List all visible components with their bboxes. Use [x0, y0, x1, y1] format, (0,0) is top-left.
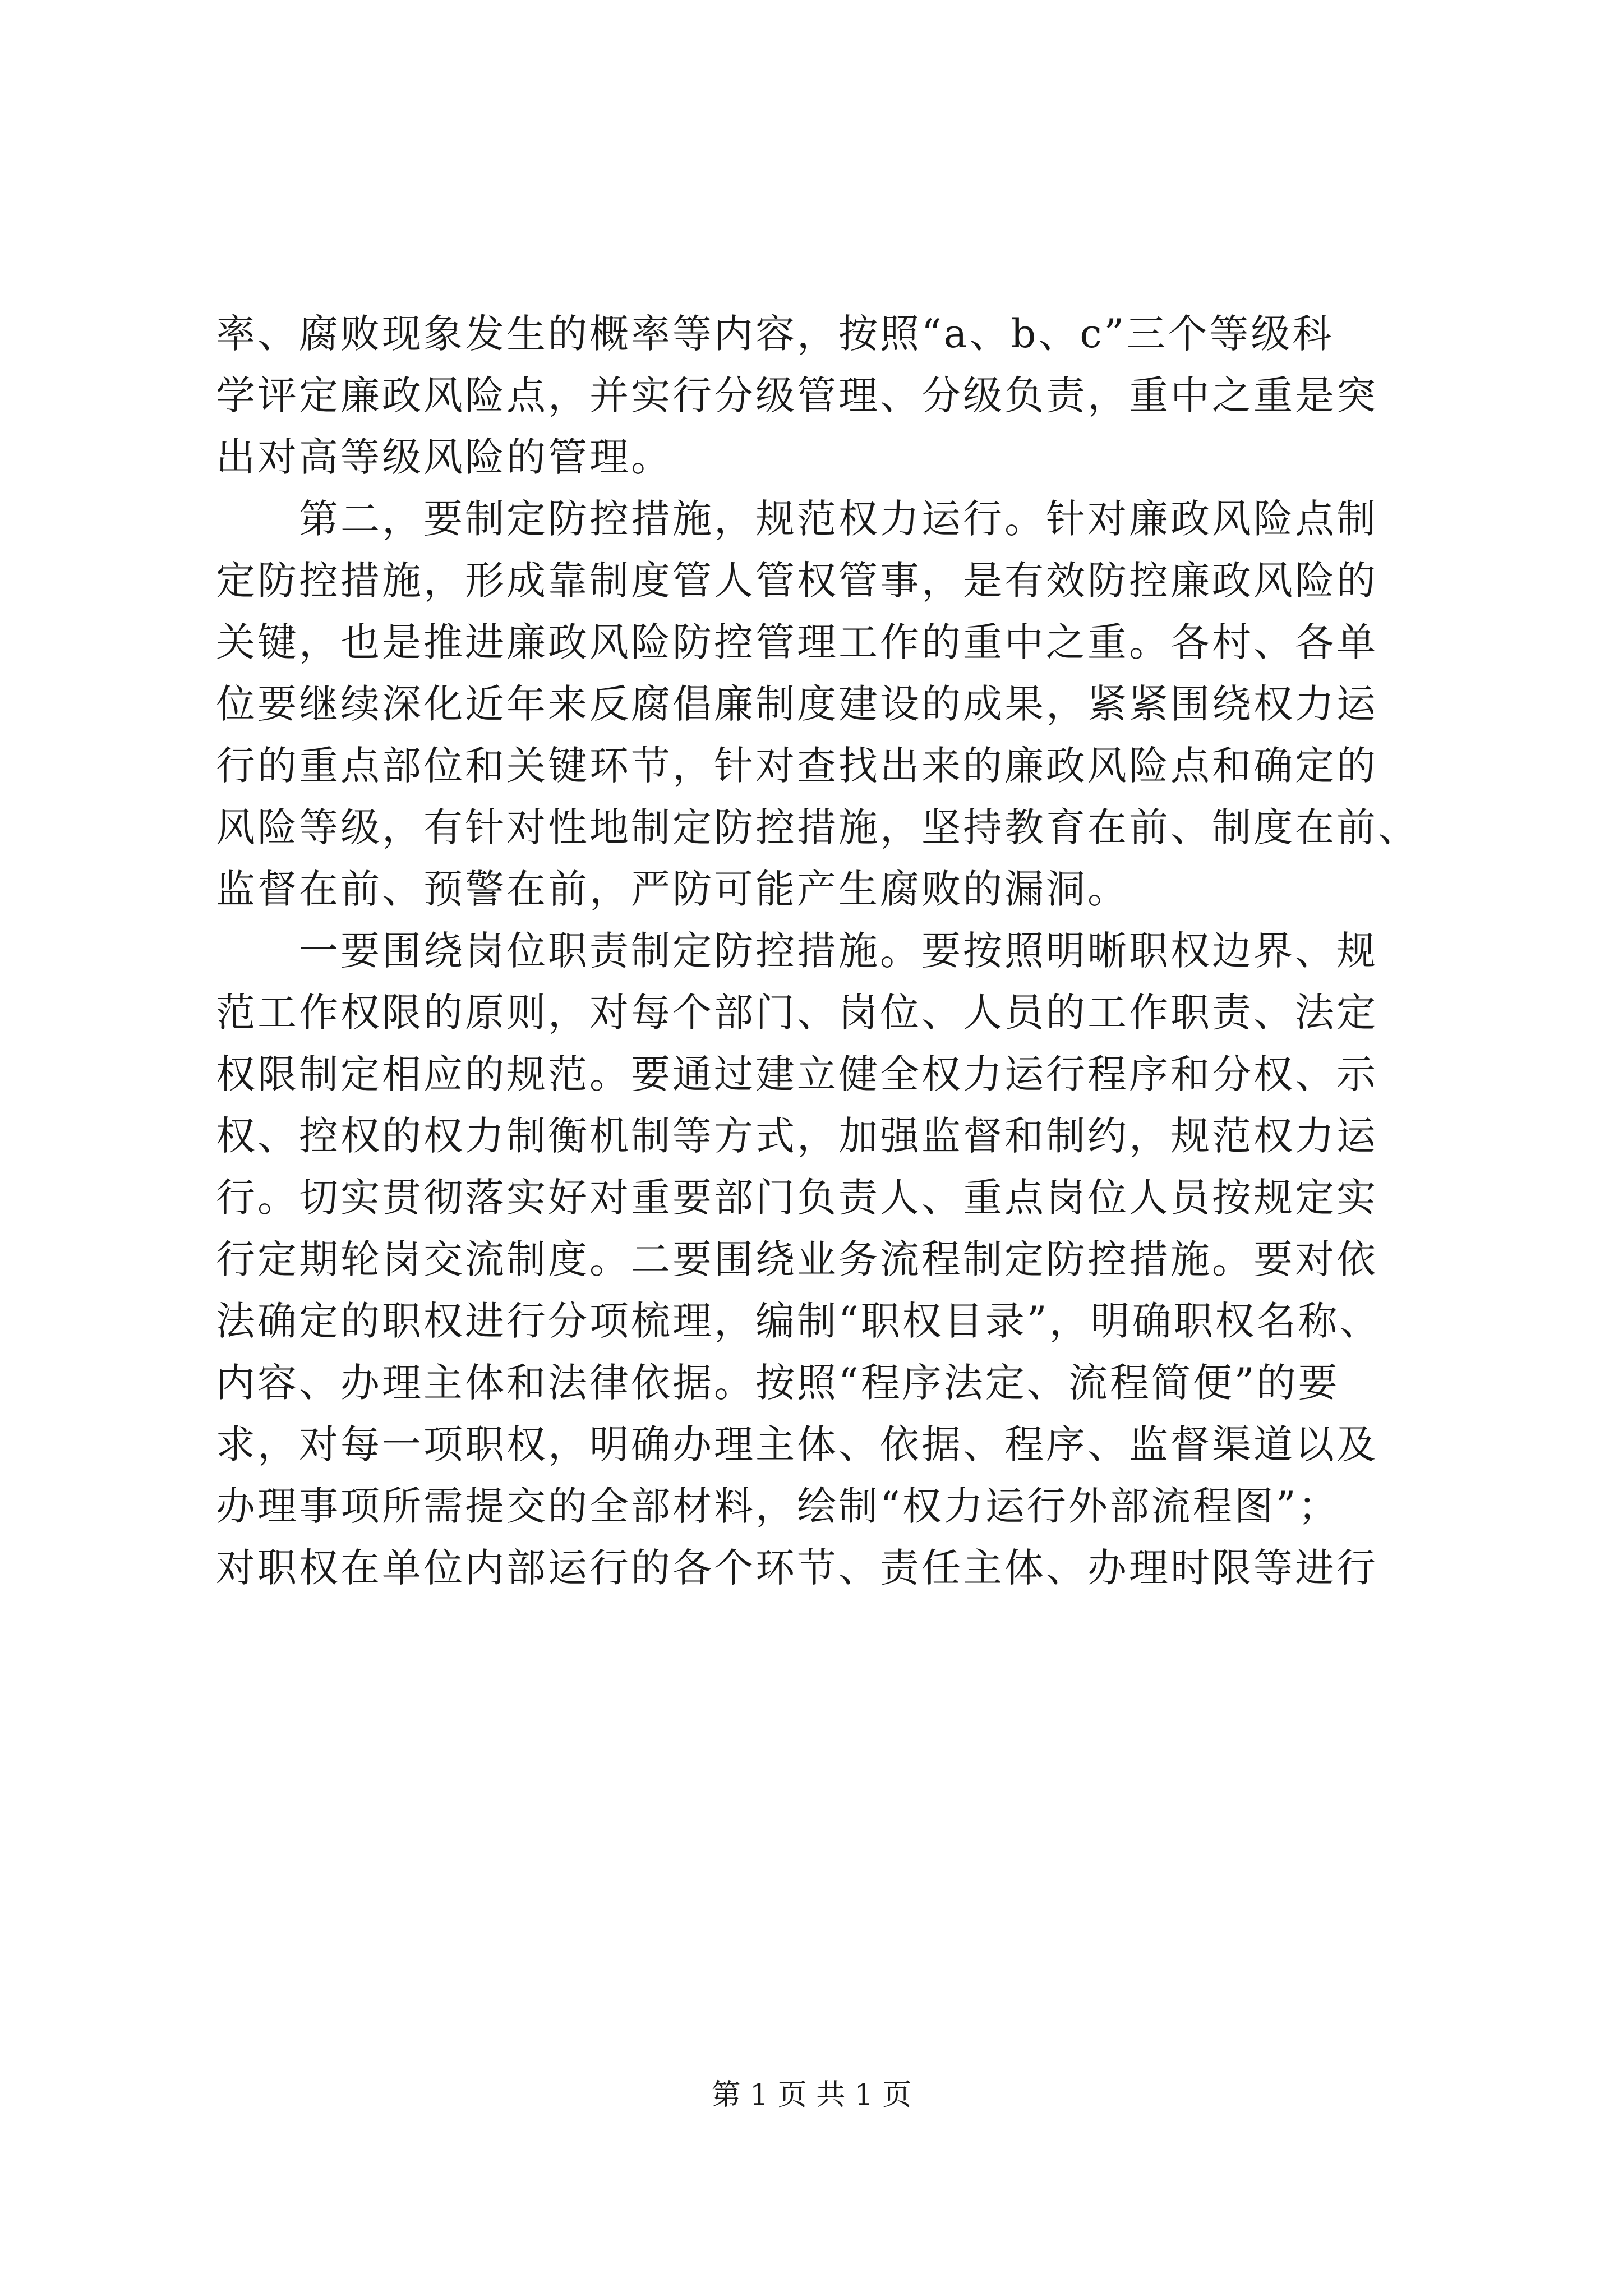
- text-line: 权限制定相应的规范。要通过建立健全权力运行程序和分权、示: [216, 1051, 1378, 1097]
- text-line: 第二，要制定防控措施，规范权力运行。针对廉政风险点制: [216, 496, 1378, 542]
- text-line: 内容、办理主体和法律依据。按照“程序法定、流程简便”的要: [216, 1360, 1340, 1406]
- text-line: 行定期轮岗交流制度。二要围绕业务流程制定防控措施。要对依: [216, 1236, 1378, 1282]
- text-line: 行。切实贯彻落实好对重要部门负责人、重点岗位人员按规定实: [216, 1175, 1378, 1221]
- text-line: 位要继续深化近年来反腐倡廉制度建设的成果，紧紧围绕权力运: [216, 681, 1378, 727]
- text-line: 一要围绕岗位职责制定防控措施。要按照明晰职权边界、规: [216, 928, 1378, 974]
- text-line: 监督在前、预警在前，严防可能产生腐败的漏洞。: [216, 866, 1129, 912]
- text-line: 风险等级，有针对性地制定防控措施，坚持教育在前、制度在前、: [216, 804, 1419, 850]
- text-line: 法确定的职权进行分项梳理，编制“职权目录”，明确职权名称、: [216, 1298, 1381, 1344]
- text-line: 权、控权的权力制衡机制等方式，加强监督和制约，规范权力运: [216, 1113, 1378, 1159]
- text-line: 办理事项所需提交的全部材料，绘制“权力运行外部流程图”；: [216, 1483, 1340, 1529]
- page-number-footer: 第 1 页 共 1 页: [711, 2078, 912, 2112]
- text-line: 范工作权限的原则，对每个部门、岗位、人员的工作职责、法定: [216, 990, 1378, 1036]
- text-line: 出对高等级风险的管理。: [216, 434, 672, 480]
- text-line: 关键，也是推进廉政风险防控管理工作的重中之重。各村、各单: [216, 619, 1378, 665]
- text-line: 定防控措施，形成靠制度管人管权管事，是有效防控廉政风险的: [216, 558, 1378, 604]
- text-line: 对职权在单位内部运行的各个环节、责任主体、办理时限等进行: [216, 1545, 1378, 1591]
- text-line: 率、腐败现象发生的概率等内容，按照“a、b、c”三个等级科: [216, 311, 1334, 357]
- text-line: 求，对每一项职权，明确办理主体、依据、程序、监督渠道以及: [216, 1421, 1378, 1467]
- text-line: 学评定廉政风险点，并实行分级管理、分级负责，重中之重是突: [216, 372, 1378, 418]
- text-line: 行的重点部位和关键环节，针对查找出来的廉政风险点和确定的: [216, 743, 1378, 789]
